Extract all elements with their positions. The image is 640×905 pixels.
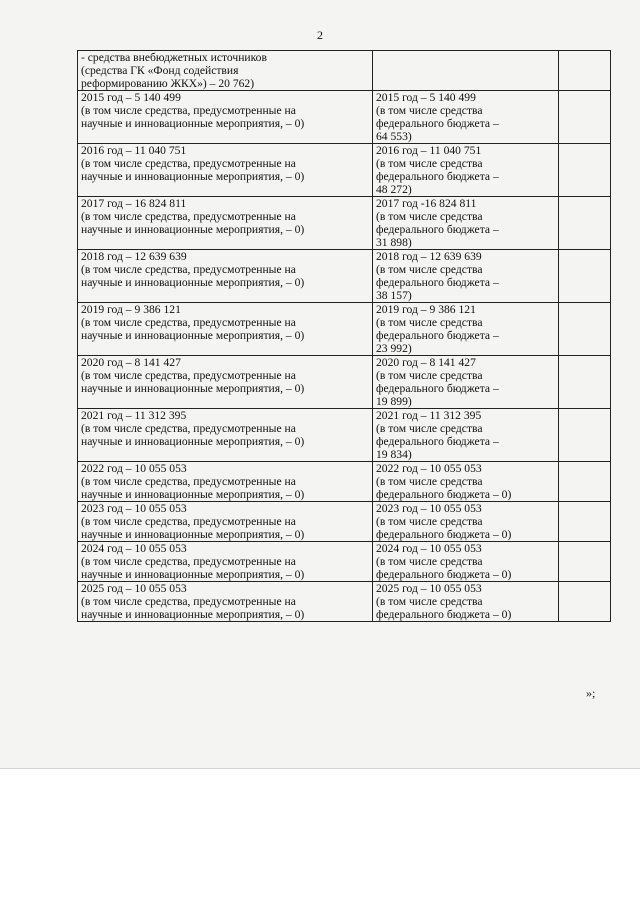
cell-line: 2017 год – 16 824 811	[81, 197, 187, 210]
funding-cell-total	[78, 502, 373, 542]
cell-line: (в том числе средства, предусмотренные на	[81, 555, 296, 568]
table-row	[78, 303, 611, 356]
funding-cell-federal	[373, 303, 559, 356]
funding-cell-federal	[373, 542, 559, 582]
cell-line: 2024 год – 10 055 053	[376, 542, 482, 555]
cell-line: (в том числе средства	[376, 475, 483, 488]
table-row-intro	[78, 51, 611, 91]
cell-line: 2023 год – 10 055 053	[376, 502, 482, 515]
cell-line: 2022 год – 10 055 053	[81, 462, 187, 475]
cell-line: федерального бюджета –	[376, 435, 499, 448]
cell-line: федерального бюджета – 0)	[376, 528, 512, 541]
empty-cell	[559, 502, 611, 542]
funding-cell-federal	[373, 144, 559, 197]
cell-line: 2025 год – 10 055 053	[376, 582, 482, 595]
intro-line: - средства внебюджетных источников	[81, 51, 267, 64]
funding-cell-federal	[373, 409, 559, 462]
cell-line: федерального бюджета –	[376, 223, 499, 236]
cell-line: (в том числе средства, предусмотренные на	[81, 369, 296, 382]
cell-line: 19 899)	[376, 395, 412, 408]
empty-cell	[559, 356, 611, 409]
cell-line: 2020 год – 8 141 427	[376, 356, 476, 369]
empty-cell	[559, 542, 611, 582]
cell-line: федерального бюджета –	[376, 170, 499, 183]
page-number: 2	[317, 28, 323, 42]
funding-table	[77, 50, 611, 622]
intro-line: (средства ГК «Фонд содействия	[81, 64, 239, 77]
funding-cell-total	[78, 409, 373, 462]
table-row	[78, 144, 611, 197]
cell-line: 2023 год – 10 055 053	[81, 502, 187, 515]
funding-cell-total	[78, 91, 373, 144]
cell-line: федерального бюджета –	[376, 382, 499, 395]
funding-cell-total	[78, 356, 373, 409]
empty-cell	[559, 51, 611, 91]
cell-line: 2016 год – 11 040 751	[376, 144, 482, 157]
cell-line: 2016 год – 11 040 751	[81, 144, 187, 157]
cell-line: 2017 год -16 824 811	[376, 197, 477, 210]
cell-line: федерального бюджета –	[376, 329, 499, 342]
intro-cell	[78, 51, 373, 91]
cell-line: (в том числе средства	[376, 515, 483, 528]
funding-cell-total	[78, 303, 373, 356]
cell-line: 2019 год – 9 386 121	[81, 303, 181, 316]
cell-line: (в том числе средства	[376, 369, 483, 382]
cell-line: (в том числе средства	[376, 263, 483, 276]
cell-line: (в том числе средства	[376, 422, 483, 435]
empty-cell	[559, 250, 611, 303]
cell-line: (в том числе средства, предусмотренные на	[81, 515, 296, 528]
cell-line: федерального бюджета – 0)	[376, 488, 512, 501]
cell-line: 2018 год – 12 639 639	[376, 250, 482, 263]
cell-line: научные и инновационные мероприятия, – 0)	[81, 276, 305, 289]
empty-cell	[559, 462, 611, 502]
cell-line: (в том числе средства, предусмотренные на	[81, 263, 296, 276]
cell-line: 2025 год – 10 055 053	[81, 582, 187, 595]
closing-quote: »;	[586, 686, 596, 700]
cell-line: (в том числе средства, предусмотренные на	[81, 595, 296, 608]
cell-line: (в том числе средства, предусмотренные на	[81, 157, 296, 170]
cell-line: 2021 год – 11 312 395	[81, 409, 187, 422]
funding-cell-federal	[373, 197, 559, 250]
cell-line: (в том числе средства	[376, 104, 483, 117]
empty-cell	[559, 303, 611, 356]
cell-line: (в том числе средства, предусмотренные на	[81, 316, 296, 329]
funding-cell-federal	[373, 91, 559, 144]
cell-line: (в том числе средства	[376, 210, 483, 223]
cell-line: научные и инновационные мероприятия, – 0)	[81, 382, 305, 395]
empty-cell	[559, 197, 611, 250]
table-row	[78, 502, 611, 542]
cell-line: (в том числе средства, предусмотренные на	[81, 104, 296, 117]
cell-line: 64 553)	[376, 130, 412, 143]
cell-line: федерального бюджета –	[376, 276, 499, 289]
funding-cell-total	[78, 582, 373, 622]
empty-cell	[559, 91, 611, 144]
cell-line: 2021 год – 11 312 395	[376, 409, 482, 422]
funding-table-body	[78, 51, 611, 622]
funding-cell-federal	[373, 502, 559, 542]
table-row	[78, 462, 611, 502]
funding-cell-total	[78, 144, 373, 197]
cell-line: федерального бюджета –	[376, 117, 499, 130]
cell-line: (в том числе средства, предусмотренные на	[81, 475, 296, 488]
cell-line: научные и инновационные мероприятия, – 0)	[81, 435, 305, 448]
cell-line: 2024 год – 10 055 053	[81, 542, 187, 555]
cell-line: научные и инновационные мероприятия, – 0)	[81, 488, 305, 501]
table-row	[78, 250, 611, 303]
cell-line: 23 992)	[376, 342, 412, 355]
cell-line: (в том числе средства	[376, 157, 483, 170]
table-row	[78, 91, 611, 144]
cell-line: (в том числе средства	[376, 595, 483, 608]
cell-line: 2015 год – 5 140 499	[81, 91, 181, 104]
cell-line: научные и инновационные мероприятия, – 0)	[81, 568, 305, 581]
funding-cell-federal	[373, 356, 559, 409]
cell-line: (в том числе средства, предусмотренные на	[81, 422, 296, 435]
cell-line: федерального бюджета – 0)	[376, 568, 512, 581]
funding-cell-federal	[373, 462, 559, 502]
intro-line: реформированию ЖКХ») – 20 762)	[81, 77, 255, 90]
funding-cell-federal	[373, 250, 559, 303]
cell-line: 31 898)	[376, 236, 412, 249]
funding-cell-total	[78, 250, 373, 303]
cell-line: 2022 год – 10 055 053	[376, 462, 482, 475]
table-row	[78, 197, 611, 250]
empty-cell	[559, 144, 611, 197]
empty-cell	[373, 51, 559, 91]
cell-line: (в том числе средства	[376, 555, 483, 568]
cell-line: 2018 год – 12 639 639	[81, 250, 187, 263]
cell-line: научные и инновационные мероприятия, – 0)	[81, 117, 305, 130]
cell-line: научные и инновационные мероприятия, – 0)	[81, 608, 305, 621]
empty-cell	[559, 582, 611, 622]
cell-line: федерального бюджета – 0)	[376, 608, 512, 621]
cell-line: 38 157)	[376, 289, 412, 302]
funding-cell-total	[78, 197, 373, 250]
table-row	[78, 582, 611, 622]
cell-line: научные и инновационные мероприятия, – 0)	[81, 329, 305, 342]
cell-line: 19 834)	[376, 448, 412, 461]
table-row	[78, 409, 611, 462]
funding-cell-federal	[373, 582, 559, 622]
table-row	[78, 542, 611, 582]
cell-line: научные и инновационные мероприятия, – 0)	[81, 223, 305, 236]
cell-line: (в том числе средства	[376, 316, 483, 329]
cell-line: 2020 год – 8 141 427	[81, 356, 181, 369]
empty-cell	[559, 409, 611, 462]
table-row	[78, 356, 611, 409]
cell-line: 48 272)	[376, 183, 412, 196]
cell-line: 2015 год – 5 140 499	[376, 91, 476, 104]
cell-line: 2019 год – 9 386 121	[376, 303, 476, 316]
funding-cell-total	[78, 542, 373, 582]
cell-line: научные и инновационные мероприятия, – 0)	[81, 170, 305, 183]
funding-cell-total	[78, 462, 373, 502]
cell-line: (в том числе средства, предусмотренные на	[81, 210, 296, 223]
cell-line: научные и инновационные мероприятия, – 0)	[81, 528, 305, 541]
